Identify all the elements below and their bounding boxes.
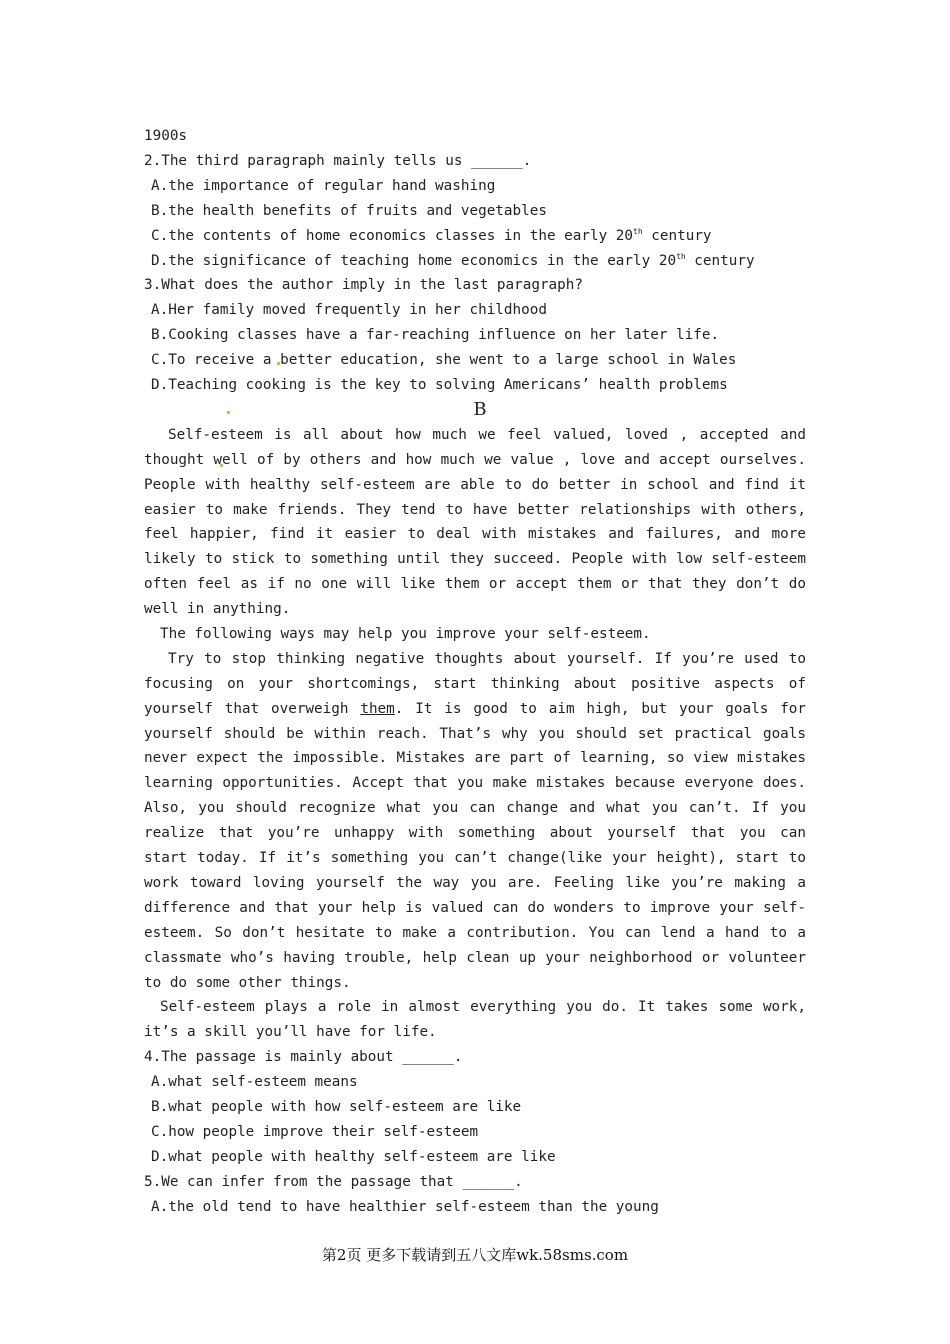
passage-line: Also, you should recognize what you can change and what you can’t. If you	[144, 800, 806, 817]
question-2-option-b: B.the health benefits of fruits and vegetables	[151, 202, 547, 219]
question-2-option-c	[144, 224, 806, 249]
passage-line: likely to stick to something until they succeed. People with low self-esteem	[144, 551, 806, 568]
passage-line: People with healthy self-esteem are able to do better in school and find it	[144, 476, 806, 493]
option-text: C.the contents of home economics classes in the early 20	[151, 227, 634, 244]
passage-line: easier to make friends. They tend to have better relationships with others,	[144, 501, 806, 518]
passage-text: yourself that overweigh	[144, 700, 349, 717]
section-heading: B	[473, 398, 487, 420]
question-3-option-a: A.Her family moved frequently in her childhood	[151, 302, 547, 319]
superscript: th	[633, 226, 643, 236]
passage-line: thought well of by others and how much we value , love and accept ourselves.	[144, 451, 806, 468]
passage-line: difference and that your help is valued can do wonders to improve your self-	[144, 899, 806, 916]
option-text: D.the significance of teaching home economics in the early 20	[151, 252, 677, 269]
question-2-option-d	[144, 249, 806, 274]
passage-line	[144, 697, 806, 722]
passage-line: yourself should be within reach. That’s why you should set practical goals	[144, 725, 806, 742]
question-4-option-b: B.what people with how self-esteem are like	[151, 1099, 522, 1116]
passage-line: Try to stop thinking negative thoughts about yourself. If you’re used to	[168, 650, 806, 667]
passage-line: esteem. So don’t hesitate to make a contribution. You can lend a hand to a	[144, 924, 806, 941]
page-content	[144, 124, 806, 1220]
passage-line: well in anything.	[144, 601, 291, 618]
question-4-option-c: C.how people improve their self-esteem	[151, 1123, 479, 1140]
passage-text: . It is good to aim high, but your goals for	[394, 700, 806, 717]
passage-line: start today. If it’s something you can’t change(like your height), start to	[144, 850, 806, 867]
top-fragment: 1900s	[144, 128, 188, 144]
passage	[144, 423, 806, 1045]
superscript: th	[676, 251, 686, 261]
passage-line: learning opportunities. Accept that you make mistakes because everyone does.	[144, 775, 806, 792]
question-5-stem: 5.We can infer from the passage that ______.	[144, 1173, 523, 1190]
passage-line: often feel as if no one will like them or accept them or that they don’t do	[144, 576, 806, 593]
passage-line: realize that you’re unhappy with something about yourself that you can	[144, 825, 806, 842]
question-4-stem: 4.The passage is mainly about ______.	[144, 1049, 463, 1066]
passage-line: The following ways may help you improve your self-esteem.	[160, 626, 651, 643]
passage-line: feel happier, find it easier to deal with mistakes and failures, and more	[144, 526, 806, 543]
underlined-word: them	[360, 700, 395, 717]
option-text: century	[642, 227, 712, 244]
passage-line: work toward loving yourself the way you are. Feeling like you’re making a	[144, 874, 806, 891]
passage-line: to do some other things.	[144, 974, 351, 991]
question-4-option-a: A.what self-esteem means	[151, 1074, 358, 1091]
question-3-option-c: C.To receive a better education, she went to a large school in Wales	[151, 352, 737, 369]
passage-line: never expect the impossible. Mistakes are part of learning, so view mistakes	[144, 750, 806, 767]
passage-line: Self-esteem is all about how much we feel valued, loved , accepted and	[168, 426, 806, 443]
question-3-stem: 3.What does the author imply in the last paragraph?	[144, 277, 583, 294]
question-3-option-d: D.Teaching cooking is the key to solving Americans’ health problems	[151, 377, 728, 394]
option-text: century	[685, 252, 755, 269]
passage-line: Self-esteem plays a role in almost everything you do. It takes some work,	[160, 999, 806, 1016]
question-4-option-d: D.what people with healthy self-esteem are like	[151, 1148, 556, 1165]
question-2-option-a: A.the importance of regular hand washing	[151, 177, 496, 194]
question-3-option-b: B.Cooking classes have a far-reaching influence on her later life.	[151, 327, 720, 344]
question-5-option-a: A.the old tend to have healthier self-esteem than the young	[151, 1198, 659, 1215]
passage-line: focusing on your shortcomings, start thinking about positive aspects of	[144, 675, 806, 692]
passage-line: it’s a skill you’ll have for life.	[144, 1024, 437, 1041]
passage-line: classmate who’s having trouble, help clean up your neighborhood or volunteer	[144, 949, 806, 966]
page-footer: 第2页 更多下载请到五八文库wk.58sms.com	[321, 1246, 629, 1264]
question-2-stem: 2.The third paragraph mainly tells us ______.	[144, 152, 532, 169]
